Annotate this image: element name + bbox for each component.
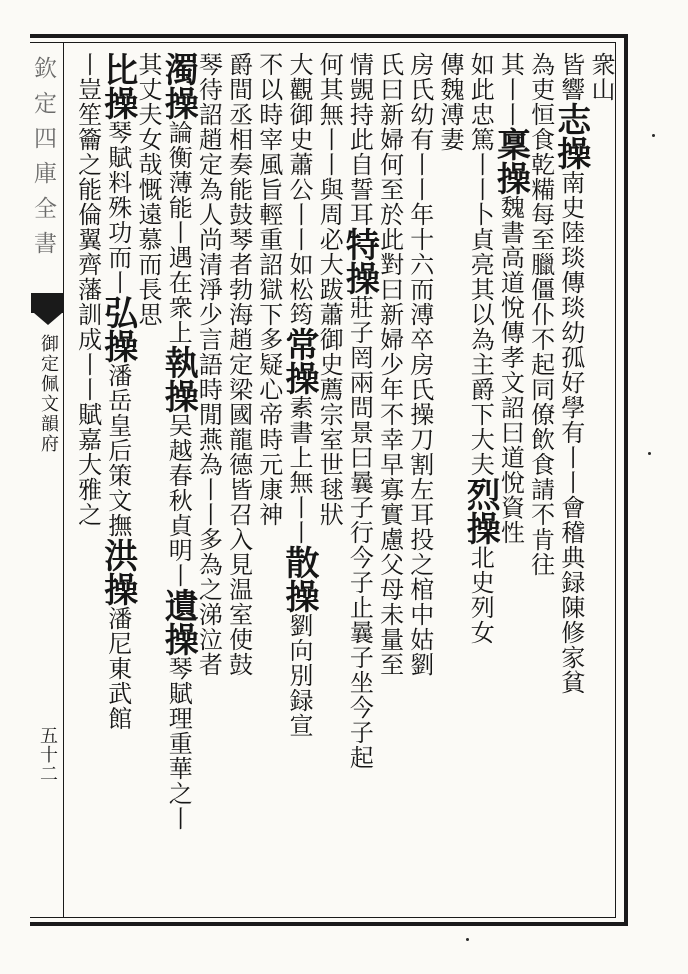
entry-heading: 散操 — [279, 545, 319, 613]
text-column — [435, 52, 465, 912]
entry-heading: 洪操 — [97, 538, 138, 606]
text-segment: 潘尼東武館 — [103, 606, 132, 731]
text-column — [73, 52, 103, 912]
text-segment: 大觀御史蕭公丨丨如松筠 — [285, 52, 313, 327]
text-segment: 皆響 — [556, 52, 585, 102]
entry-heading: 稟操 — [490, 127, 531, 195]
entry-heading: 執操 — [158, 345, 199, 413]
text-column — [224, 52, 254, 912]
text-segment: 潘岳皇后策文撫 — [103, 363, 132, 538]
margin-page-number: 五十二 — [37, 726, 58, 783]
text-column — [339, 52, 380, 912]
text-segment: 忠篤丨丨卜貞亮其以為主爵下大夫 — [466, 102, 495, 477]
text-column — [279, 52, 319, 912]
text-segment: 丨豈笙籥之能倫 — [73, 52, 102, 227]
text-segment: 衆山 — [587, 52, 615, 102]
text-segment: 素書上無丨丨 — [285, 395, 313, 545]
text-segment: 琴賦理重華之丨 — [164, 656, 193, 831]
text-column — [375, 52, 405, 912]
text-segment: 為吏恒食乾糒每至臘僵仆不起同僚飲食請不肯往 — [526, 52, 555, 577]
text-segment: 賦嘉大雅之 — [73, 402, 102, 527]
text-segment: 帝時元康神 — [254, 402, 283, 527]
text-segment: 北史列女 — [466, 545, 495, 645]
speck — [466, 938, 469, 941]
text-column — [314, 52, 344, 912]
text-segment: 傳魏溥妻 — [436, 52, 464, 152]
text-segment: 何其無丨丨與 — [315, 52, 344, 202]
entry-heading: 遺操 — [158, 588, 199, 656]
speck — [648, 452, 651, 455]
entry-heading: 常操 — [279, 327, 319, 395]
margin-series-title: 欽定四庫全書 — [30, 56, 56, 266]
text-segment: 遇在衆上 — [164, 245, 193, 345]
text-segment: 劉向別録宣 — [285, 613, 313, 738]
text-segment: 氏曰新婦何至於此對曰新婦少年不幸早寡實慮父母未量至 — [375, 52, 404, 677]
text-column — [405, 52, 435, 912]
text-column — [97, 52, 138, 912]
text-segment: 爵間丞相奏能鼓琴者勃海趙定梁國龍德皆召入見温室使鼓 — [224, 52, 253, 677]
text-column — [460, 52, 501, 912]
text-segment: 下多疑心 — [254, 302, 283, 402]
entry-heading: 比操 — [97, 52, 138, 120]
text-segment: 如此 — [466, 52, 495, 102]
text-segment: 情覬持此 — [345, 52, 374, 152]
entry-heading: 濁操 — [158, 52, 199, 120]
text-segment: 琴待詔趙定為人尚清淨少言語時閒燕為丨丨多為之涕泣者 — [194, 52, 223, 677]
fish-tail-mark — [31, 293, 63, 313]
text-column — [550, 52, 591, 912]
text-segment: 論衡薄能丨 — [164, 120, 193, 245]
text-segment: 翼齊藩訓成丨丨 — [73, 227, 102, 402]
text-segment: 吴越春秋貞明丨 — [164, 413, 193, 588]
fish-tail-mark-tip — [34, 313, 62, 325]
text-column — [254, 52, 284, 912]
entry-heading: 弘操 — [97, 295, 138, 363]
text-segment: 自誓耳 — [345, 152, 374, 227]
text-segment: 其丈夫女哉 — [134, 52, 162, 177]
text-column — [133, 52, 163, 912]
margin-book-title: 御定佩文韻府 — [38, 334, 59, 454]
text-segment: 慨遠慕而長思 — [134, 177, 162, 327]
text-column — [158, 52, 199, 912]
text-segment: 魏書高道悅傳孝文詔曰道悅資性 — [496, 195, 525, 545]
entry-heading: 特操 — [339, 227, 380, 295]
text-segment: 房氏幼有丨丨年十六而溥卒房氏操刀割左耳投之棺中姑劉 — [405, 52, 434, 677]
entry-heading: 志操 — [550, 102, 591, 170]
text-segment: 南史陸琰傳琰幼孤好學有丨丨會稽典録陳修家貧 — [556, 170, 585, 695]
speck — [652, 134, 655, 137]
text-segment: 莊子罔兩問景曰曩子行今子止曩子坐今子起 — [345, 295, 374, 770]
text-segment: 周必大跋蕭御史薦宗室世毬狀 — [315, 202, 344, 527]
text-segment: 不以時宰風旨輕重詔獄 — [254, 52, 283, 302]
text-segment: 琴賦料殊功而丨 — [103, 120, 132, 295]
entry-heading: 烈操 — [460, 477, 501, 545]
text-column — [193, 52, 223, 912]
text-segment: 其丨丨 — [496, 52, 525, 127]
text-column — [586, 52, 616, 912]
